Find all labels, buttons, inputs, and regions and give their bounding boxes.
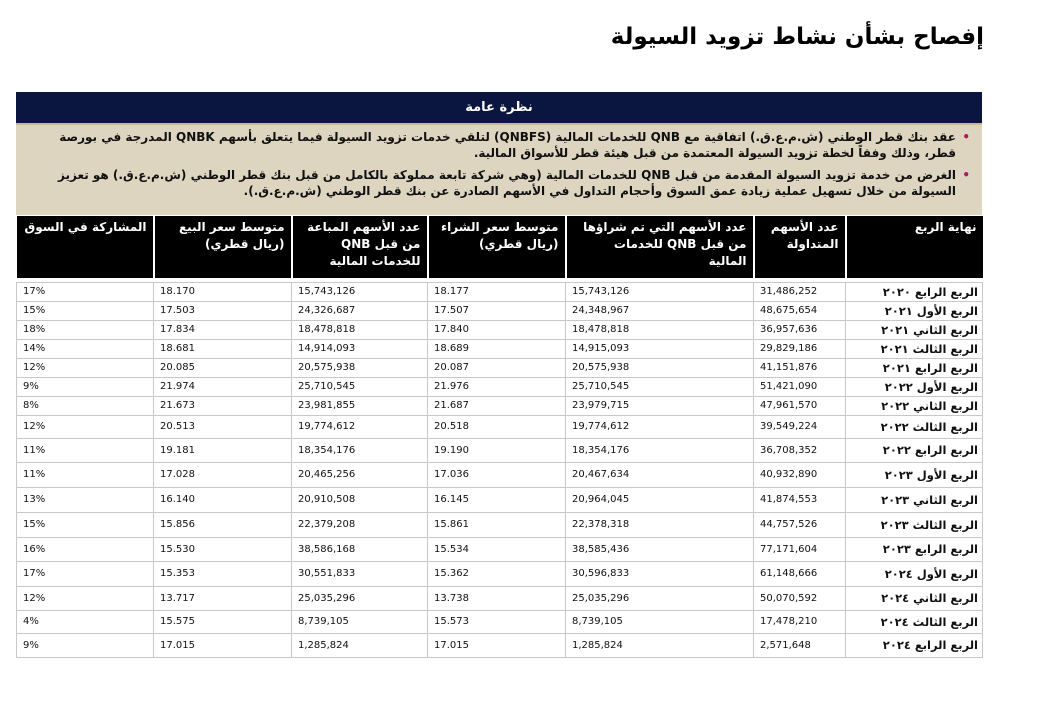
table-row [17,512,983,537]
shares-sold-cell: 22,379,208 [292,512,428,537]
shares-traded-cell: 47,961,570 [754,396,846,415]
shares-bought-cell: 20,964,045 [566,487,754,512]
avg-buy-price-cell: 18.177 [428,282,566,301]
table-row [17,377,983,396]
shares-bought-cell: 22,378,318 [566,512,754,537]
market-share-cell: 9% [17,633,154,657]
avg-buy-price-cell: 15.534 [428,537,566,561]
avg-buy-price-cell: 15.861 [428,512,566,537]
shares-bought-cell: 24,348,967 [566,301,754,320]
shares-sold-cell: 24,326,687 [292,301,428,320]
avg-sell-price-cell: 21.974 [154,377,292,396]
market-share-cell: 15% [17,512,154,537]
shares-traded-cell: 36,957,636 [754,320,846,339]
column-header-avg-buy-price: متوسط سعر الشراء (ريال قطري) [428,216,566,278]
shares-sold-cell: 20,575,938 [292,358,428,377]
table-row [17,282,983,301]
avg-sell-price-cell: 19.181 [154,438,292,462]
shares-traded-cell: 31,486,252 [754,282,846,301]
quarter-cell: الربع الأول ٢٠٢٣ [846,462,983,487]
market-share-cell: 11% [17,462,154,487]
avg-sell-price-cell: 15.353 [154,561,292,586]
avg-sell-price-cell: 16.140 [154,487,292,512]
shares-sold-cell: 14,914,093 [292,339,428,358]
bullet-marker: • [962,130,970,144]
avg-buy-price-cell: 20.518 [428,415,566,438]
shares-sold-cell: 19,774,612 [292,415,428,438]
column-header-market-share: المشاركة في السوق [17,216,154,278]
quarter-cell: الربع الثاني ٢٠٢١ [846,320,983,339]
avg-buy-price-cell: 18.689 [428,339,566,358]
quarter-cell: الربع الثاني ٢٠٢٢ [846,396,983,415]
table-row [17,320,983,339]
avg-sell-price-cell: 15.575 [154,610,292,633]
shares-traded-cell: 29,829,186 [754,339,846,358]
table-row [17,610,983,633]
shares-bought-cell: 20,575,938 [566,358,754,377]
shares-sold-cell: 30,551,833 [292,561,428,586]
quarter-cell: الربع الأول ٢٠٢٤ [846,561,983,586]
quarter-cell: الربع الثالث ٢٠٢٤ [846,610,983,633]
shares-traded-cell: 50,070,592 [754,586,846,610]
market-share-cell: 15% [17,301,154,320]
shares-sold-cell: 8,739,105 [292,610,428,633]
table-row [17,462,983,487]
overview-header: نظرة عامة [16,92,982,125]
bullet-text: عقد بنك قطر الوطني (ش.م.ع.ق.) اتفاقية مع QNB للخدمات المالية (QNBFS) لتلقي خدمات تزويد السيولة فيما يتعلق بأسهم QNBK المدرجة في بورصة قطر، وذلك وفقاً لخطة تزويد السيولة المعتمدة من قبل هيئة قطر للأسواق المالية. [59,130,956,160]
shares-sold-cell: 18,354,176 [292,438,428,462]
market-share-cell: 12% [17,415,154,438]
shares-sold-cell: 1,285,824 [292,633,428,657]
bullet-text: الغرض من خدمة تزويد السيولة المقدمة من قبل QNB للخدمات المالية (وهي شركة تابعة مملوكة بالكامل من قبل بنك قطر الوطني (ش.م.ع.ق.) هو تعزيز السيولة من خلال تسهيل عملية زيادة عمق السوق وأحجام التداول في الأسهم الصادرة عن بنك قطر الوطني (ش.م.ع.ق.). [58,168,956,198]
avg-sell-price-cell: 17.028 [154,462,292,487]
shares-traded-cell: 39,549,224 [754,415,846,438]
table-row [17,487,983,512]
avg-buy-price-cell: 21.976 [428,377,566,396]
shares-sold-cell: 20,910,508 [292,487,428,512]
page-title: إفصاح بشأن نشاط تزويد السيولة [610,24,984,50]
table-row [17,339,983,358]
avg-buy-price-cell: 17.036 [428,462,566,487]
quarter-cell: الربع الرابع ٢٠٢٠ [846,282,983,301]
quarter-cell: الربع الرابع ٢٠٢٤ [846,633,983,657]
shares-bought-cell: 30,596,833 [566,561,754,586]
market-share-cell: 17% [17,561,154,586]
avg-buy-price-cell: 20.087 [428,358,566,377]
shares-sold-cell: 20,465,256 [292,462,428,487]
avg-buy-price-cell: 17.840 [428,320,566,339]
table-body [17,278,983,657]
column-header-quarter-end: نهاية الربع [846,216,983,278]
shares-traded-cell: 2,571,648 [754,633,846,657]
avg-sell-price-cell: 21.673 [154,396,292,415]
market-share-cell: 13% [17,487,154,512]
liquidity-table [16,216,983,658]
avg-buy-price-cell: 21.687 [428,396,566,415]
quarter-cell: الربع الرابع ٢٠٢١ [846,358,983,377]
avg-sell-price-cell: 17.503 [154,301,292,320]
table-row [17,438,983,462]
market-share-cell: 18% [17,320,154,339]
table-row [17,537,983,561]
shares-sold-cell: 18,478,818 [292,320,428,339]
market-share-cell: 16% [17,537,154,561]
table-header-row [17,216,983,278]
market-share-cell: 9% [17,377,154,396]
shares-bought-cell: 15,743,126 [566,282,754,301]
shares-bought-cell: 14,915,093 [566,339,754,358]
avg-sell-price-cell: 17.015 [154,633,292,657]
shares-traded-cell: 51,421,090 [754,377,846,396]
shares-sold-cell: 15,743,126 [292,282,428,301]
table-row [17,396,983,415]
quarter-cell: الربع الرابع ٢٠٢٢ [846,438,983,462]
column-header-shares-bought: عدد الأسهم التي تم شراؤها من قبل QNB للخدمات المالية [566,216,754,278]
column-header-avg-sell-price: متوسط سعر البيع (ريال قطري) [154,216,292,278]
market-share-cell: 12% [17,358,154,377]
column-header-shares-sold: عدد الأسهم المباعة من قبل QNB للخدمات المالية [292,216,428,278]
quarter-cell: الربع الثاني ٢٠٢٤ [846,586,983,610]
avg-sell-price-cell: 15.856 [154,512,292,537]
overview-body [16,125,982,215]
quarter-cell: الربع الأول ٢٠٢٢ [846,377,983,396]
shares-traded-cell: 77,171,604 [754,537,846,561]
table-row [17,561,983,586]
shares-bought-cell: 20,467,634 [566,462,754,487]
shares-bought-cell: 1,285,824 [566,633,754,657]
market-share-cell: 4% [17,610,154,633]
quarter-cell: الربع الثالث ٢٠٢١ [846,339,983,358]
avg-buy-price-cell: 17.507 [428,301,566,320]
shares-bought-cell: 25,035,296 [566,586,754,610]
avg-buy-price-cell: 15.573 [428,610,566,633]
overview-bullet-purpose [24,167,970,199]
shares-traded-cell: 41,874,553 [754,487,846,512]
table-row [17,586,983,610]
avg-sell-price-cell: 13.717 [154,586,292,610]
avg-buy-price-cell: 15.362 [428,561,566,586]
shares-traded-cell: 44,757,526 [754,512,846,537]
quarter-cell: الربع الثالث ٢٠٢٣ [846,512,983,537]
shares-traded-cell: 17,478,210 [754,610,846,633]
market-share-cell: 14% [17,339,154,358]
table-row [17,358,983,377]
table-row [17,633,983,657]
shares-bought-cell: 38,585,436 [566,537,754,561]
overview-bullet-agreement [24,129,970,161]
table-row [17,301,983,320]
shares-bought-cell: 23,979,715 [566,396,754,415]
avg-sell-price-cell: 15.530 [154,537,292,561]
shares-traded-cell: 41,151,876 [754,358,846,377]
avg-buy-price-cell: 19.190 [428,438,566,462]
shares-traded-cell: 40,932,890 [754,462,846,487]
shares-sold-cell: 25,710,545 [292,377,428,396]
avg-sell-price-cell: 20.513 [154,415,292,438]
quarter-cell: الربع الرابع ٢٠٢٣ [846,537,983,561]
shares-bought-cell: 8,739,105 [566,610,754,633]
shares-traded-cell: 36,708,352 [754,438,846,462]
market-share-cell: 12% [17,586,154,610]
shares-traded-cell: 48,675,654 [754,301,846,320]
avg-buy-price-cell: 13.738 [428,586,566,610]
market-share-cell: 11% [17,438,154,462]
shares-bought-cell: 25,710,545 [566,377,754,396]
avg-sell-price-cell: 18.681 [154,339,292,358]
avg-sell-price-cell: 20.085 [154,358,292,377]
market-share-cell: 17% [17,282,154,301]
avg-buy-price-cell: 16.145 [428,487,566,512]
shares-traded-cell: 61,148,666 [754,561,846,586]
bullet-marker: • [962,168,970,182]
quarter-cell: الربع الثاني ٢٠٢٣ [846,487,983,512]
shares-sold-cell: 38,586,168 [292,537,428,561]
quarter-cell: الربع الأول ٢٠٢١ [846,301,983,320]
shares-sold-cell: 23,981,855 [292,396,428,415]
quarter-cell: الربع الثالث ٢٠٢٢ [846,415,983,438]
shares-sold-cell: 25,035,296 [292,586,428,610]
shares-bought-cell: 18,354,176 [566,438,754,462]
shares-bought-cell: 19,774,612 [566,415,754,438]
avg-buy-price-cell: 17.015 [428,633,566,657]
avg-sell-price-cell: 18.170 [154,282,292,301]
shares-bought-cell: 18,478,818 [566,320,754,339]
market-share-cell: 8% [17,396,154,415]
avg-sell-price-cell: 17.834 [154,320,292,339]
column-header-shares-traded: عدد الأسهم المتداولة [754,216,846,278]
table-row [17,415,983,438]
